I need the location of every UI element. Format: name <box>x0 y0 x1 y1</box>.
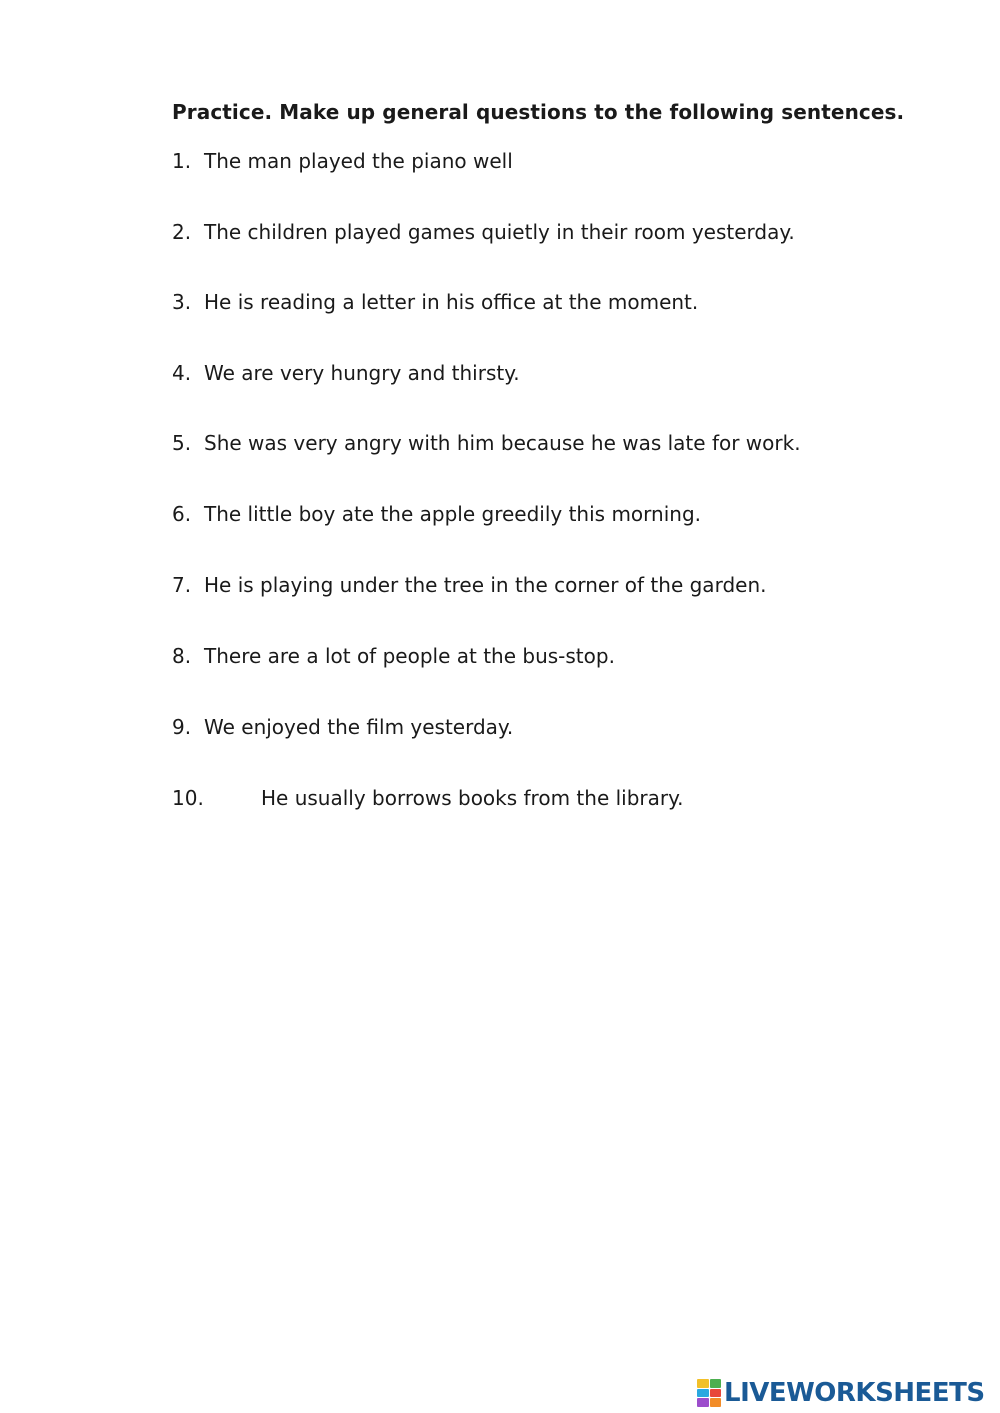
item-text: The little boy ate the apple greedily this morning. <box>204 502 701 526</box>
liveworksheets-logo <box>697 1377 985 1409</box>
item-text: He is reading a letter in his office at the moment. <box>204 290 699 314</box>
logo-text: LIVEWORKSHEETS <box>724 1378 985 1408</box>
list-item <box>172 431 801 455</box>
item-number: 10. <box>172 786 204 810</box>
item-text: The children played games quietly in their room yesterday. <box>204 220 795 244</box>
item-number: 4. <box>172 361 192 385</box>
item-number: 6. <box>172 502 192 526</box>
item-text: We are very hungry and thirsty. <box>204 361 520 385</box>
list-item <box>172 644 615 668</box>
worksheet-heading: Practice. Make up general questions to the following sentences. <box>172 100 905 124</box>
list-item <box>172 502 701 526</box>
item-number: 5. <box>172 431 192 455</box>
item-number: 8. <box>172 644 192 668</box>
list-item <box>172 361 520 385</box>
list-item <box>172 715 513 739</box>
list-item <box>172 786 683 810</box>
item-number: 2. <box>172 220 192 244</box>
list-item <box>172 290 698 314</box>
item-text: He is playing under the tree in the corner of the garden. <box>204 573 767 597</box>
item-text: There are a lot of people at the bus-stop. <box>204 644 615 668</box>
list-item <box>172 149 513 173</box>
item-number: 3. <box>172 290 192 314</box>
list-item <box>172 573 766 597</box>
list-item <box>172 220 795 244</box>
item-text: We enjoyed the film yesterday. <box>204 715 514 739</box>
item-number: 1. <box>172 149 192 173</box>
item-text: She was very angry with him because he was late for work. <box>204 431 801 455</box>
item-number: 9. <box>172 715 192 739</box>
item-text: He usually borrows books from the library. <box>261 786 684 810</box>
item-text: The man played the piano well <box>204 149 513 173</box>
item-number: 7. <box>172 573 192 597</box>
logo-blocks-icon <box>697 1379 721 1407</box>
